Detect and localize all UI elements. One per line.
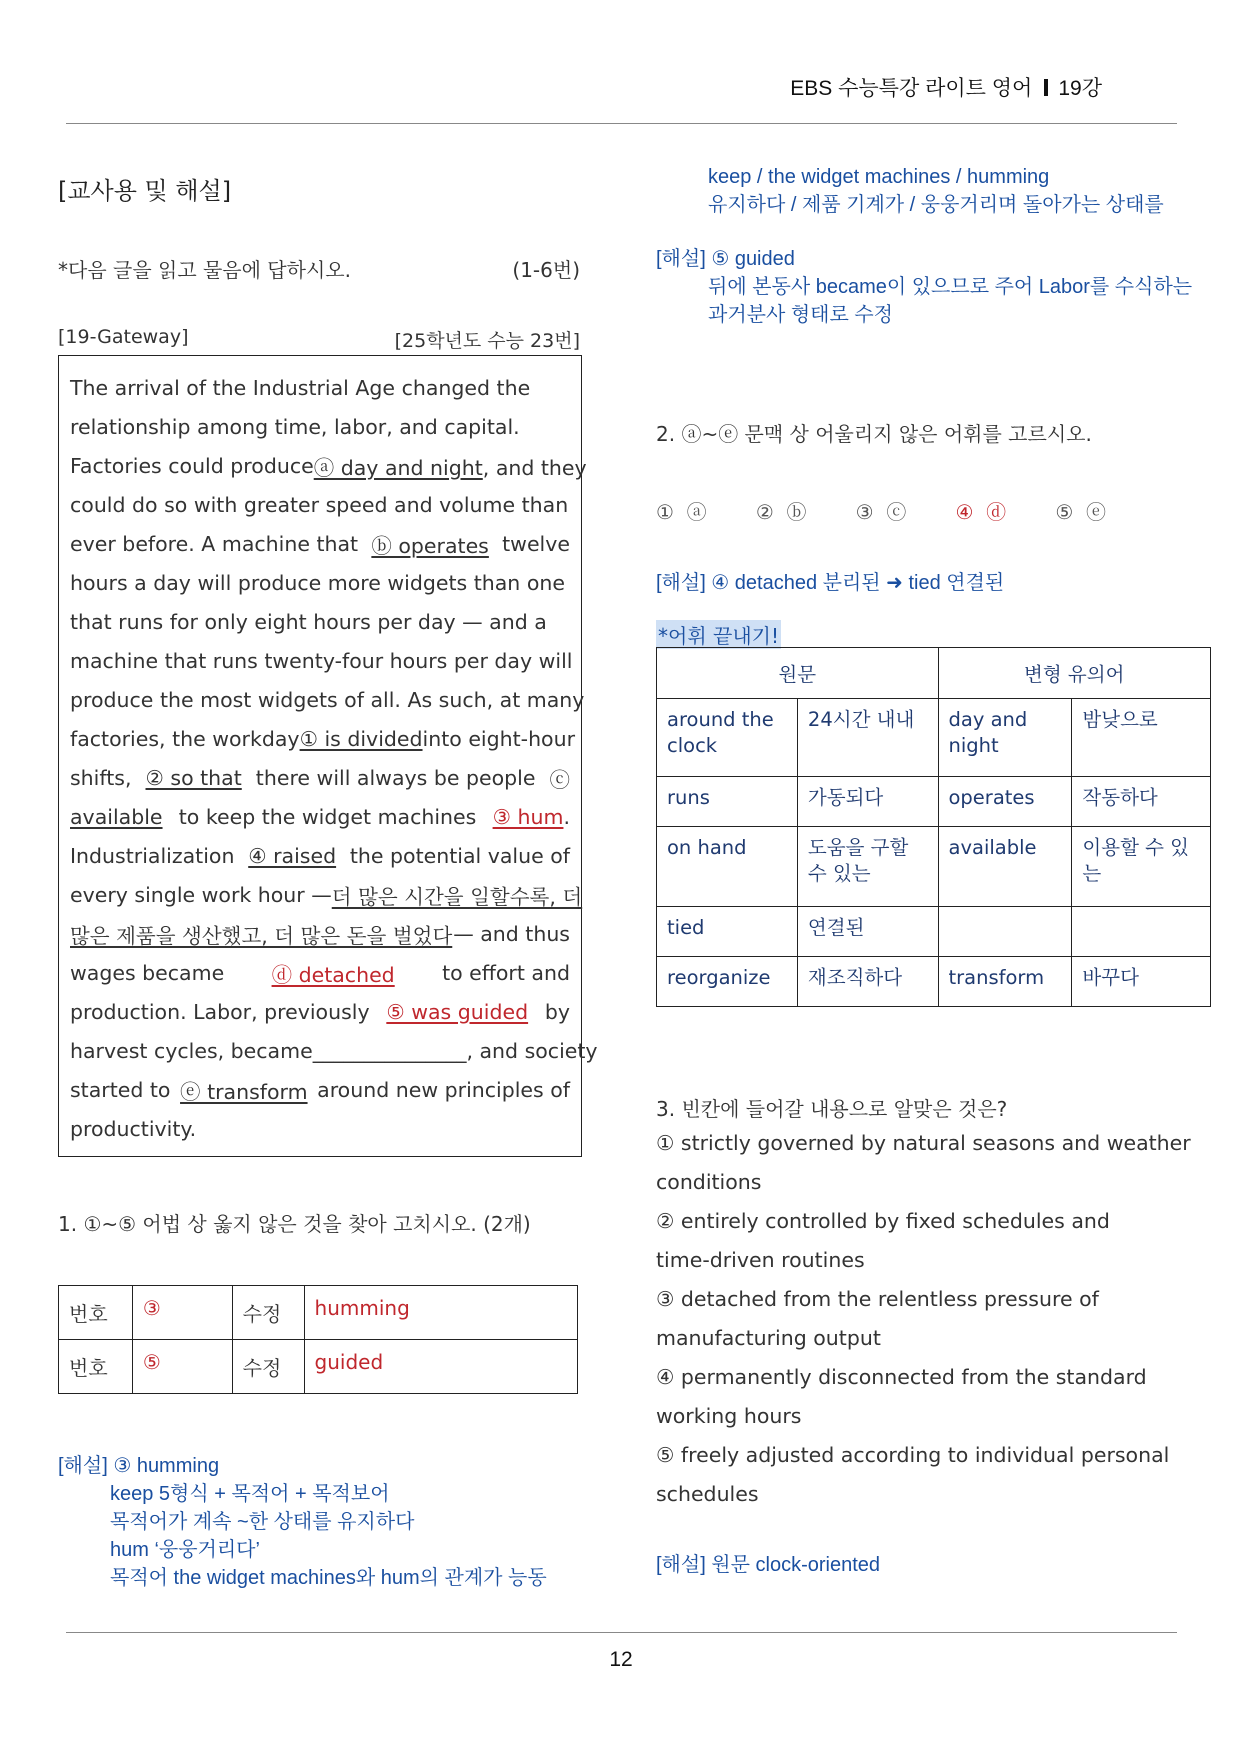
explanation-line: keep / the widget machines / humming bbox=[708, 166, 1050, 188]
option-5-cont: schedules bbox=[656, 1481, 759, 1506]
passage-text: The arrival of the Industrial Age changed the bbox=[70, 375, 531, 400]
fix-label: 수정 bbox=[232, 1340, 304, 1394]
passage-text: machine that runs twenty-four hours per day will bbox=[70, 648, 573, 673]
explanation-1 bbox=[58, 1452, 547, 1592]
passage-line bbox=[70, 875, 583, 914]
marker-c: ⓒ bbox=[549, 767, 570, 792]
passage-text: factories, the workday bbox=[70, 726, 300, 751]
underlined-2: ② so that bbox=[145, 765, 242, 790]
vocab-cell: 연결된 bbox=[797, 907, 938, 957]
passage-line bbox=[70, 914, 570, 953]
option-2-correct: ② entirely controlled by fixed schedules and bbox=[656, 1208, 1110, 1233]
passage-line bbox=[70, 1109, 570, 1148]
passage-text: twelve bbox=[502, 531, 570, 556]
passage-text: could do so with greater speed and volume than bbox=[70, 492, 569, 517]
underlined-3: ③ hum bbox=[492, 804, 564, 829]
explanation-line: 유지하다 / 제품 기계가 / 웅웅거리며 돌아가는 상태를 bbox=[708, 194, 1164, 216]
passage-text: Industrialization bbox=[70, 843, 235, 868]
passage-text: productivity. bbox=[70, 1116, 197, 1141]
vocab-cell: available bbox=[938, 827, 1072, 907]
question-3: 3. 빈칸에 들어갈 내용으로 알맞은 것은? bbox=[656, 1097, 1008, 1121]
passage-line bbox=[70, 953, 570, 992]
passage-text: produce the most widgets of all. As such, at many bbox=[70, 687, 585, 712]
passage-line bbox=[70, 680, 585, 719]
explanation-line: 뒤에 본동사 became이 있으므로 주어 Labor를 수식하는 bbox=[708, 276, 1193, 298]
underlined-e: ⓔ transform bbox=[180, 1079, 308, 1104]
question-2: 2. ⓐ~ⓔ 문맥 상 어울리지 않은 어휘를 고르시오. bbox=[656, 422, 1092, 446]
vocab-cell: on hand bbox=[657, 827, 798, 907]
passage-text: Factories could produce bbox=[70, 453, 314, 478]
passage-text: started to bbox=[70, 1077, 171, 1102]
q3-options bbox=[656, 1123, 1191, 1513]
passage-text: , and they bbox=[482, 455, 587, 480]
instruction-range: (1-6번) bbox=[512, 258, 580, 282]
passage-line bbox=[70, 407, 570, 446]
vocab-title: *어휘 끝내기! bbox=[656, 620, 781, 649]
passage-line bbox=[70, 797, 570, 836]
option-3: ③ ⓒ bbox=[855, 500, 907, 524]
option-5: ⑤ ⓔ bbox=[1055, 500, 1106, 524]
passage-line bbox=[70, 485, 570, 524]
passage-line bbox=[70, 602, 570, 641]
passage-line bbox=[70, 836, 570, 875]
blank: _______________ bbox=[312, 1038, 467, 1063]
option-1: ① strictly governed by natural seasons and weather bbox=[656, 1130, 1191, 1155]
option-row bbox=[656, 496, 1106, 525]
passage-text: the potential value of bbox=[349, 843, 570, 868]
option-4-cont: working hours bbox=[656, 1403, 802, 1428]
explanation-heading: ③ humming bbox=[113, 1455, 220, 1477]
source-left: [19-Gateway] bbox=[58, 326, 189, 348]
instruction-text: *다음 글을 읽고 물음에 답하시오. bbox=[58, 258, 351, 282]
vocab-header-variant: 변형 유의어 bbox=[938, 648, 1211, 699]
underlined-a: ⓐ day and night bbox=[313, 455, 483, 480]
explanation-label: [해설] bbox=[656, 248, 706, 270]
passage-text: production. Labor, previously bbox=[70, 999, 370, 1024]
passage-text: shifts, bbox=[70, 765, 132, 790]
passage-line bbox=[70, 641, 573, 680]
underlined-4: ④ raised bbox=[248, 843, 337, 868]
source-right: [25학년도 수능 23번] bbox=[394, 330, 580, 352]
passage-line bbox=[70, 368, 570, 407]
vocab-cell: tied bbox=[657, 907, 798, 957]
passage-text: wages became bbox=[70, 960, 225, 985]
option-1: ① ⓐ bbox=[656, 500, 707, 524]
underlined-c: available bbox=[70, 804, 163, 829]
header-lesson: 19강 bbox=[1058, 77, 1102, 100]
explanation-4: [해설] 원문 clock-oriented bbox=[656, 1554, 881, 1576]
answer-table bbox=[58, 1285, 578, 1394]
vocab-header-original: 원문 bbox=[657, 648, 939, 699]
vocab-cell: reorganize bbox=[657, 957, 798, 1007]
vocab-cell: 24시간 내내 bbox=[797, 699, 938, 777]
passage-text: , and society bbox=[466, 1038, 598, 1063]
vocab-row bbox=[657, 777, 1211, 827]
vocab-row bbox=[657, 907, 1211, 957]
passage-text: ever before. A machine that bbox=[70, 531, 359, 556]
vocab-row bbox=[657, 699, 1211, 777]
instruction-row bbox=[58, 254, 580, 283]
passage-text: by bbox=[544, 999, 570, 1024]
answer-fix: guided bbox=[304, 1340, 577, 1394]
explanation-2 bbox=[656, 245, 1192, 329]
option-2: ② ⓑ bbox=[755, 500, 807, 524]
vocab-cell: around the clock bbox=[657, 699, 798, 777]
passage-text: — and thus bbox=[453, 921, 570, 946]
passage-text: . bbox=[563, 804, 570, 829]
header-rule bbox=[66, 123, 1177, 124]
underlined-5: ⑤ was guided bbox=[386, 999, 529, 1024]
passage-line bbox=[70, 719, 576, 758]
underlined-d: ⓓ detached bbox=[271, 962, 395, 987]
explanation-3: [해설] ④ detached 분리된 ➜ tied 연결된 bbox=[656, 572, 1005, 594]
source-row bbox=[58, 326, 580, 353]
vocab-cell: operates bbox=[938, 777, 1072, 827]
vocab-cell: 이용할 수 있는 bbox=[1072, 827, 1211, 907]
answer-row bbox=[59, 1340, 578, 1394]
vocab-cell: transform bbox=[938, 957, 1072, 1007]
passage-line bbox=[70, 1031, 598, 1070]
vocab-cell: 가동되다 bbox=[797, 777, 938, 827]
vocab-row bbox=[657, 827, 1211, 907]
passage-line bbox=[70, 563, 570, 602]
passage-line bbox=[70, 446, 587, 485]
vocab-cell bbox=[1072, 907, 1211, 957]
option-3: ③ detached from the relentless pressure of bbox=[656, 1286, 1099, 1311]
passage-text: harvest cycles, became bbox=[70, 1038, 313, 1063]
underlined-korean: 더 많은 시간을 일할수록, 더 bbox=[331, 884, 583, 909]
vocab-cell: 밤낮으로 bbox=[1072, 699, 1211, 777]
answer-number: ⑤ bbox=[132, 1340, 232, 1394]
footer-rule bbox=[66, 1632, 1177, 1633]
passage-text: into eight-hour bbox=[422, 726, 576, 751]
vocab-cell: 작동하다 bbox=[1072, 777, 1211, 827]
answer-number: ③ bbox=[132, 1286, 232, 1340]
vocab-cell: 재조직하다 bbox=[797, 957, 938, 1007]
option-4-correct: ④ ⓓ bbox=[955, 500, 1007, 524]
option-4: ④ permanently disconnected from the standard bbox=[656, 1364, 1147, 1389]
passage-text: around new principles of bbox=[317, 1077, 570, 1102]
passage-line bbox=[70, 1070, 570, 1109]
vocab-header-row bbox=[657, 648, 1211, 699]
underlined-b: ⓑ operates bbox=[371, 533, 489, 558]
answer-row bbox=[59, 1286, 578, 1340]
explanation-label: [해설] bbox=[58, 1455, 108, 1477]
vocab-cell bbox=[938, 907, 1072, 957]
q2-options bbox=[656, 496, 1106, 525]
explanation-heading: ⑤ guided bbox=[711, 248, 795, 270]
passage-text: that runs for only eight hours per day — and a bbox=[70, 609, 547, 634]
explanation-line: keep 5형식 + 목적어 + 목적보어 bbox=[110, 1483, 390, 1505]
passage-text: hours a day will produce more widgets than one bbox=[70, 570, 565, 595]
explanation-line: 목적어가 계속 ~한 상태를 유지하다 bbox=[110, 1511, 415, 1533]
explanation-line: 목적어 the widget machines와 hum의 관계가 능동 bbox=[110, 1567, 547, 1589]
vocab-row bbox=[657, 957, 1211, 1007]
vocab-table bbox=[656, 647, 1211, 1007]
fix-label: 수정 bbox=[232, 1286, 304, 1340]
passage-box bbox=[58, 355, 598, 1157]
passage-line bbox=[70, 524, 570, 563]
vocab-cell: runs bbox=[657, 777, 798, 827]
option-3-cont: manufacturing output bbox=[656, 1325, 881, 1350]
passage-text: every single work hour — bbox=[70, 882, 332, 907]
explanation-1-continued bbox=[708, 163, 1164, 219]
explanation-line: 과거분사 형태로 수정 bbox=[708, 304, 893, 326]
passage-text: to effort and bbox=[442, 960, 570, 985]
vocab-cell: 바꾸다 bbox=[1072, 957, 1211, 1007]
answer-fix: humming bbox=[304, 1286, 577, 1340]
section-title: [교사용 및 해설] bbox=[58, 177, 232, 205]
page-number: 12 bbox=[609, 1648, 633, 1671]
option-5: ⑤ freely adjusted according to individual personal bbox=[656, 1442, 1170, 1467]
option-2-cont: time-driven routines bbox=[656, 1247, 865, 1272]
page-header bbox=[790, 72, 1102, 102]
vocab-cell: day and night bbox=[938, 699, 1072, 777]
header-divider bbox=[1044, 79, 1048, 96]
passage-text: there will always be people bbox=[255, 765, 536, 790]
option-1-cont: conditions bbox=[656, 1169, 762, 1194]
passage-text: to keep the widget machines bbox=[178, 804, 477, 829]
number-label: 번호 bbox=[59, 1286, 133, 1340]
question-1: 1. ①~⑤ 어법 상 옳지 않은 것을 찾아 고치시오. (2개) bbox=[58, 1212, 531, 1236]
number-label: 번호 bbox=[59, 1340, 133, 1394]
passage-line bbox=[70, 992, 570, 1031]
passage-text: relationship among time, labor, and capital. bbox=[70, 414, 520, 439]
vocab-cell: 도움을 구할 수 있는 bbox=[797, 827, 938, 907]
header-title: EBS 수능특강 라이트 영어 bbox=[790, 77, 1033, 100]
passage-line bbox=[70, 758, 570, 797]
explanation-line: hum ‘웅웅거리다’ bbox=[110, 1539, 260, 1561]
underlined-korean: 많은 제품을 생산했고, 더 많은 돈을 벌었다 bbox=[70, 923, 453, 948]
underlined-1: ① is divided bbox=[299, 726, 423, 751]
